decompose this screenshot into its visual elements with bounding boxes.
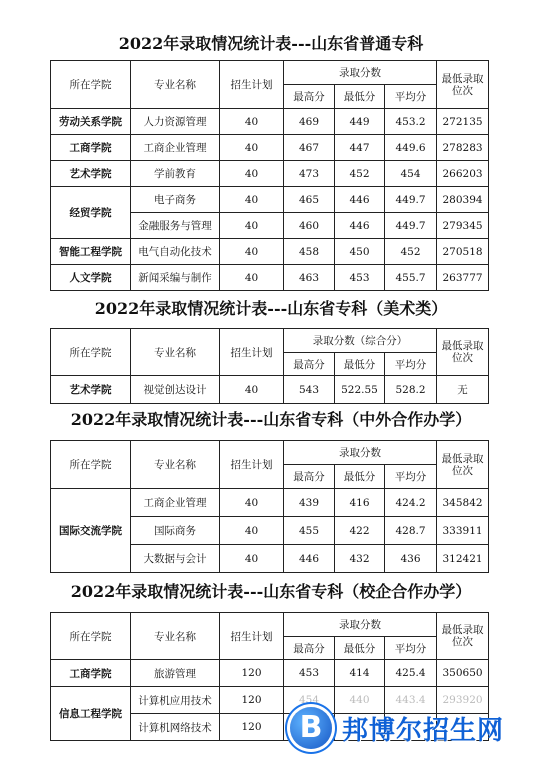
min-cell: 446 [335,213,385,239]
header-major: 专业名称 [131,61,220,109]
header-scores: 录取分数 [284,61,437,85]
header-college: 所在学院 [51,613,131,660]
header-scores: 录取分数 [284,613,437,637]
avg-cell: 449.6 [385,135,437,161]
college-cell: 劳动关系学院 [51,109,131,135]
major-cell: 视觉创达设计 [131,376,220,404]
major-cell: 国际商务 [131,517,220,545]
min-cell: 414 [335,660,385,687]
rank-cell: 345842 [437,489,489,517]
plan-cell: 40 [220,213,284,239]
header-college: 所在学院 [51,441,131,489]
table-row [51,135,489,161]
header-lowest-rank: 最低录取位次 [437,441,489,489]
header-major: 专业名称 [131,329,220,376]
min-cell: 432 [335,545,385,573]
college-cell: 信息工程学院 [51,687,131,741]
max-cell: 467 [284,135,335,161]
rank-cell: 263777 [437,265,489,291]
avg-cell: 425.4 [385,660,437,687]
college-cell: 艺术学院 [51,376,131,404]
header-major: 专业名称 [131,613,220,660]
table-row [51,376,489,404]
min-cell: 522.55 [335,376,385,404]
watermark [290,702,530,754]
plan-cell: 120 [220,687,284,714]
major-cell: 新闻采编与制作 [131,265,220,291]
min-cell: 446 [335,187,385,213]
avg-cell: 443.4 [385,687,437,714]
table-row [51,109,489,135]
header-plan: 招生计划 [220,61,284,109]
major-cell: 学前教育 [131,161,220,187]
college-cell: 经贸学院 [51,187,131,239]
header-college: 所在学院 [51,329,131,376]
rank-cell: 270518 [437,239,489,265]
header-lowest-rank: 最低录取位次 [437,613,489,660]
table1-title: 2022年录取情况统计表---山东省普通专科 [118,34,424,53]
max-cell: 454 [284,687,335,714]
table-row [51,239,489,265]
major-cell: 工商企业管理 [131,135,220,161]
header-max: 最高分 [284,637,335,660]
plan-cell: 40 [220,187,284,213]
header-major: 专业名称 [131,441,220,489]
college-cell: 国际交流学院 [51,489,131,573]
max-cell: 458 [284,239,335,265]
table-row [51,161,489,187]
college-cell: 人文学院 [51,265,131,291]
header-scores-art: 录取分数（综合分） [284,329,437,353]
min-cell: 452 [335,161,385,187]
max-cell: 463 [284,265,335,291]
table-art [50,328,489,404]
header-avg: 平均分 [385,353,437,376]
avg-cell: 454 [385,161,437,187]
plan-cell: 40 [220,161,284,187]
table-row [51,660,489,687]
header-plan: 招生计划 [220,613,284,660]
avg-cell: 428.7 [385,517,437,545]
table3-title: 2022年录取情况统计表---山东省专科（中外合作办学） [70,410,472,429]
min-cell: 453 [335,265,385,291]
min-cell: 449 [335,109,385,135]
rank-cell: 266203 [437,161,489,187]
avg-cell: 436 [385,545,437,573]
rank-cell: 350650 [437,660,489,687]
major-cell: 金融服务与管理 [131,213,220,239]
header-scores: 录取分数 [284,441,437,465]
max-cell: 439 [284,489,335,517]
header-max: 最高分 [284,85,335,109]
major-cell: 大数据与会计 [131,545,220,573]
min-cell: 440 [335,687,385,714]
table-row [51,489,489,517]
major-cell: 计算机应用技术 [131,687,220,714]
avg-cell: 424.2 [385,489,437,517]
major-cell: 旅游管理 [131,660,220,687]
max-cell: 453 [284,660,335,687]
plan-cell: 40 [220,517,284,545]
major-cell: 计算机网络技术 [131,714,220,741]
avg-cell: 455.7 [385,265,437,291]
min-cell: 447 [335,135,385,161]
avg-cell: 453.2 [385,109,437,135]
college-cell: 智能工程学院 [51,239,131,265]
min-cell: 422 [335,517,385,545]
major-cell: 工商企业管理 [131,489,220,517]
max-cell: 460 [284,213,335,239]
plan-cell: 40 [220,489,284,517]
header-max: 最高分 [284,353,335,376]
rank-cell: 无 [437,376,489,404]
header-lowest-rank: 最低录取位次 [437,61,489,109]
table4-title: 2022年录取情况统计表---山东省专科（校企合作办学） [70,582,472,601]
header-plan: 招生计划 [220,329,284,376]
rank-cell: 312421 [437,545,489,573]
header-min: 最低分 [335,85,385,109]
watermark-text: 邦博尔招生网 [342,715,505,746]
header-min: 最低分 [335,465,385,489]
table-row [51,187,489,213]
header-plan: 招生计划 [220,441,284,489]
max-cell: 543 [284,376,335,404]
max-cell: 473 [284,161,335,187]
max-cell: 469 [284,109,335,135]
header-college: 所在学院 [51,61,131,109]
min-cell: 416 [335,489,385,517]
rank-cell: 333911 [437,517,489,545]
avg-cell: 449.7 [385,187,437,213]
plan-cell: 40 [220,109,284,135]
header-min: 最低分 [335,353,385,376]
table-sino-foreign [50,440,489,573]
header-avg: 平均分 [385,637,437,660]
plan-cell: 40 [220,239,284,265]
college-cell: 工商学院 [51,135,131,161]
college-cell: 工商学院 [51,660,131,687]
rank-cell: 280394 [437,187,489,213]
avg-cell: 452 [385,239,437,265]
plan-cell: 40 [220,265,284,291]
plan-cell: 40 [220,376,284,404]
plan-cell: 120 [220,660,284,687]
max-cell: 455 [284,517,335,545]
header-avg: 平均分 [385,465,437,489]
table-row [51,265,489,291]
major-cell: 电气自动化技术 [131,239,220,265]
avg-cell: 528.2 [385,376,437,404]
rank-cell: 279345 [437,213,489,239]
max-cell: 465 [284,187,335,213]
college-cell: 艺术学院 [51,161,131,187]
table-regular [50,60,489,291]
header-lowest-rank: 最低录取位次 [437,329,489,376]
rank-cell: 293920 [437,687,489,714]
plan-cell: 40 [220,545,284,573]
header-max: 最高分 [284,465,335,489]
plan-cell: 120 [220,714,284,741]
avg-cell: 449.7 [385,213,437,239]
rank-cell: 272135 [437,109,489,135]
watermark-logo-icon: B [290,707,332,749]
header-avg: 平均分 [385,85,437,109]
max-cell: 446 [284,545,335,573]
table2-title: 2022年录取情况统计表---山东省专科（美术类） [94,299,448,318]
min-cell: 450 [335,239,385,265]
major-cell: 电子商务 [131,187,220,213]
major-cell: 人力资源管理 [131,109,220,135]
rank-cell: 278283 [437,135,489,161]
header-min: 最低分 [335,637,385,660]
plan-cell: 40 [220,135,284,161]
